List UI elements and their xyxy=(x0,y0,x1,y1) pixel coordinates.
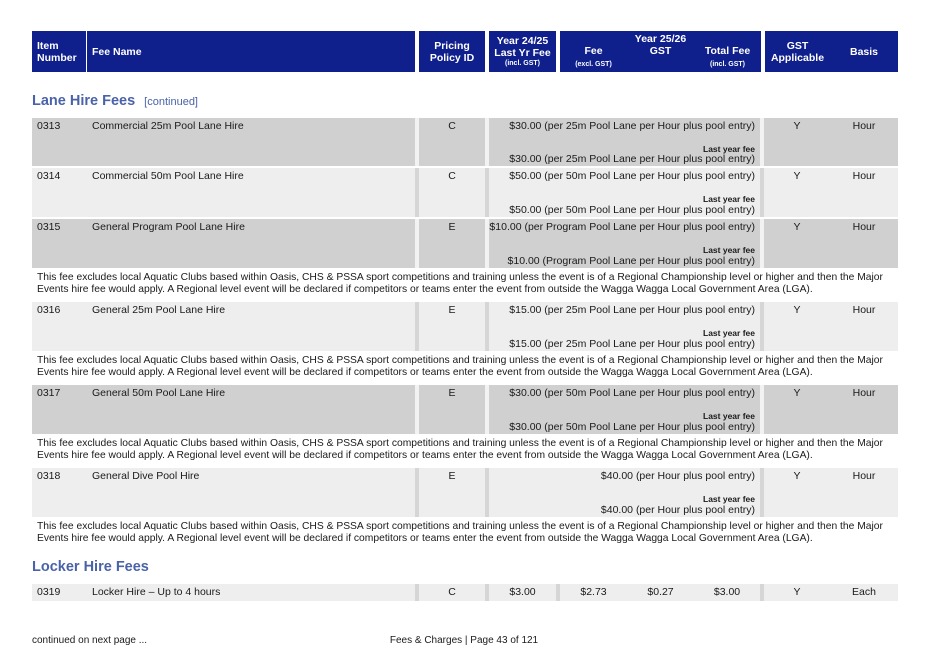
last-year-fee: $30.00 (per 50m Pool Lane per Hour plus pool entry) xyxy=(509,421,755,433)
item-number: 0313 xyxy=(37,120,61,132)
column-divider xyxy=(485,385,489,434)
last-year-fee: $50.00 (per 50m Pool Lane per Hour plus pool entry) xyxy=(509,204,755,216)
footer-continued: continued on next page ... xyxy=(32,635,148,646)
last-year-label: Last year fee xyxy=(703,194,755,204)
fee-name: General 50m Pool Lane Hire xyxy=(92,387,226,399)
column-divider xyxy=(485,468,489,517)
basis: Hour xyxy=(852,120,876,132)
basis: Hour xyxy=(852,304,876,316)
fee-name: General Dive Pool Hire xyxy=(92,470,200,482)
table-row xyxy=(32,118,898,166)
fee-note: This fee excludes local Aquatic Clubs based within Oasis, CHS & PSSA sport competitions and training unless the event is of a Regional Championship level or higher and then the Major Events hire fee would apply. A Regional level event will be declared if competitors or teams enter the event from outside the Wagga Wagga Local Government Area (LGA). xyxy=(32,353,898,380)
item-number: 0316 xyxy=(37,304,61,316)
pricing-policy: E xyxy=(448,221,456,233)
last-year-fee: $40.00 (per Hour plus pool entry) xyxy=(600,504,755,516)
header-total-fee-label: Total Fee xyxy=(704,45,751,57)
table-row xyxy=(32,219,898,268)
column-divider xyxy=(485,118,489,166)
last-year-fee: $15.00 (per 25m Pool Lane per Hour plus pool entry) xyxy=(509,338,755,350)
fee-excl-gst: $2.73 xyxy=(580,586,607,598)
pricing-policy: C xyxy=(448,120,456,132)
item-number: 0319 xyxy=(37,586,61,598)
header-total-fee xyxy=(694,45,761,71)
item-number: 0315 xyxy=(37,221,61,233)
fee-name: Commercial 25m Pool Lane Hire xyxy=(92,120,244,132)
header-basis: Basis xyxy=(830,31,898,72)
last-year-label: Last year fee xyxy=(703,144,755,154)
gst-applicable: Y xyxy=(793,221,801,233)
header-fee-name: Fee Name xyxy=(87,31,415,72)
column-divider xyxy=(485,302,489,351)
gst-applicable: Y xyxy=(793,586,801,598)
gst-applicable: Y xyxy=(793,387,801,399)
header-pricing-policy: Pricing Policy ID xyxy=(419,31,485,72)
item-number: 0314 xyxy=(37,170,61,182)
last-year-label: Last year fee xyxy=(703,328,755,338)
fee-name: General 25m Pool Lane Hire xyxy=(92,304,226,316)
section-title-lane-hire xyxy=(32,93,198,109)
section-title-lane-hire-text: Lane Hire Fees xyxy=(32,93,136,109)
pricing-policy: E xyxy=(448,304,456,316)
last-year-fee: $30.00 (per 25m Pool Lane per Hour plus pool entry) xyxy=(509,153,755,165)
fee-amount: $30.00 (per 25m Pool Lane per Hour plus pool entry) xyxy=(509,120,755,132)
pricing-policy: E xyxy=(448,470,456,482)
gst-applicable: Y xyxy=(793,470,801,482)
item-number: 0317 xyxy=(37,387,61,399)
fee-name: General Program Pool Lane Hire xyxy=(92,221,245,233)
header-excl-gst: (excl. GST) xyxy=(575,61,612,68)
fee-amount: $10.00 (per Program Pool Lane per Hour plus pool entry) xyxy=(489,221,755,233)
fee-amount: $50.00 (per 50m Pool Lane per Hour plus pool entry) xyxy=(509,170,755,182)
fee-note: This fee excludes local Aquatic Clubs based within Oasis, CHS & PSSA sport competitions and training unless the event is of a Regional Championship level or higher and then the Major Events hire fee would apply. A Regional level event will be declared if competitors or teams enter the event from outside the Wagga Wagga Local Government Area (LGA). xyxy=(32,270,898,297)
header-incl-gst-2: (incl. GST) xyxy=(710,61,745,68)
table-row xyxy=(32,584,898,601)
fee-name: Commercial 50m Pool Lane Hire xyxy=(92,170,244,182)
basis: Hour xyxy=(852,170,876,182)
header-last-yr-fee xyxy=(489,31,556,72)
basis: Hour xyxy=(852,470,876,482)
footer-page-info: Fees & Charges | Page 43 of 121 xyxy=(389,635,539,646)
table-row xyxy=(32,385,898,434)
last-year-label: Last year fee xyxy=(703,245,755,255)
section-continued-label: [continued] xyxy=(144,96,198,108)
fee-name: Locker Hire – Up to 4 hours xyxy=(92,586,221,598)
table-row xyxy=(32,168,898,217)
header-item-number: Item Number xyxy=(32,31,86,72)
total-fee: $3.00 xyxy=(713,586,741,598)
gst-amount: $0.27 xyxy=(647,586,674,598)
last-year-label: Last year fee xyxy=(703,411,755,421)
header-fee-label: Fee xyxy=(584,45,603,57)
last-yr-fee: $3.00 xyxy=(509,586,536,598)
last-year-label: Last year fee xyxy=(703,494,755,504)
last-year-fee: $10.00 (Program Pool Lane per Hour plus pool entry) xyxy=(507,255,755,267)
basis: Hour xyxy=(852,221,876,233)
table-row xyxy=(32,468,898,517)
header-incl-gst: (incl. GST) xyxy=(505,60,540,67)
column-divider xyxy=(485,168,489,217)
fee-amount: $15.00 (per 25m Pool Lane per Hour plus pool entry) xyxy=(509,304,755,316)
header-year-2425: Year 24/25 xyxy=(496,35,549,47)
fee-note: This fee excludes local Aquatic Clubs based within Oasis, CHS & PSSA sport competitions and training unless the event is of a Regional Championship level or higher and then the Major Events hire fee would apply. A Regional level event will be declared if competitors or teams enter the event from outside the Wagga Wagga Local Government Area (LGA). xyxy=(32,436,898,463)
basis: Each xyxy=(852,586,876,598)
gst-applicable: Y xyxy=(793,120,801,132)
fee-note: This fee excludes local Aquatic Clubs based within Oasis, CHS & PSSA sport competitions and training unless the event is of a Regional Championship level or higher and then the Major Events hire fee would apply. A Regional level event will be declared if competitors or teams enter the event from outside the Wagga Wagga Local Government Area (LGA). xyxy=(32,519,898,546)
header-year-2526: Year 25/26 xyxy=(634,33,687,45)
fee-amount: $40.00 (per Hour plus pool entry) xyxy=(600,470,755,482)
table-row xyxy=(32,302,898,351)
header-gst-applicable: GST Applicable xyxy=(765,31,830,72)
item-number: 0318 xyxy=(37,470,61,482)
pricing-policy: C xyxy=(448,586,456,598)
header-last-yr-fee-label: Last Yr Fee xyxy=(494,47,551,59)
basis: Hour xyxy=(852,387,876,399)
pricing-policy: E xyxy=(448,387,456,399)
section-title-locker-hire: Locker Hire Fees xyxy=(32,559,149,575)
pricing-policy: C xyxy=(448,170,456,182)
gst-applicable: Y xyxy=(793,170,801,182)
column-divider xyxy=(485,219,489,268)
fee-amount: $30.00 (per 50m Pool Lane per Hour plus pool entry) xyxy=(509,387,755,399)
header-fee xyxy=(560,45,627,71)
gst-applicable: Y xyxy=(793,304,801,316)
header-gst: GST xyxy=(649,45,672,57)
